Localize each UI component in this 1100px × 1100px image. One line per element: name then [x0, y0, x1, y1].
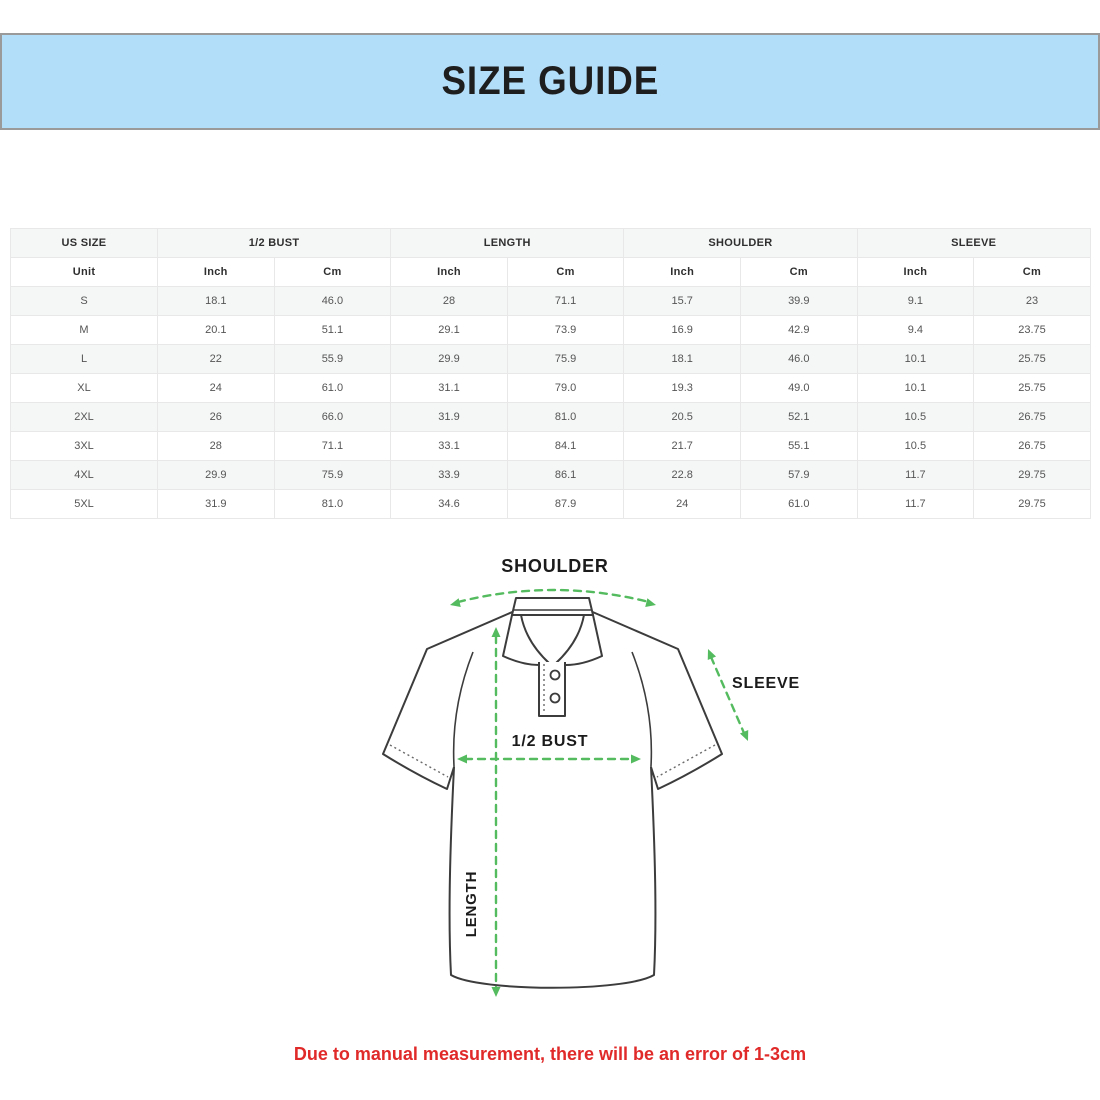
measurement-cell: 81.0: [274, 490, 391, 519]
measurement-cell: 52.1: [740, 403, 857, 432]
unit-row: [11, 258, 1091, 287]
table-row: [11, 316, 1091, 345]
measurement-cell: 55.1: [740, 432, 857, 461]
measurement-cell: 22.8: [624, 461, 741, 490]
measurement-cell: 42.9: [740, 316, 857, 345]
size-table-head: [11, 229, 1091, 287]
measurement-cell: 15.7: [624, 287, 741, 316]
measurement-cell: 31.9: [391, 403, 508, 432]
placket: [539, 662, 565, 716]
measurement-cell: 26: [158, 403, 275, 432]
unit-header: Cm: [507, 258, 624, 287]
size-cell: S: [11, 287, 158, 316]
button: [551, 694, 560, 703]
measurement-cell: 39.9: [740, 287, 857, 316]
measurement-cell: 31.9: [158, 490, 275, 519]
table-row: [11, 461, 1091, 490]
measurement-cell: 73.9: [507, 316, 624, 345]
measurement-cell: 79.0: [507, 374, 624, 403]
unit-header: Inch: [158, 258, 275, 287]
shirt-diagram: [370, 548, 810, 1048]
unit-header: Cm: [740, 258, 857, 287]
size-cell: 2XL: [11, 403, 158, 432]
measurement-cell: 86.1: [507, 461, 624, 490]
size-cell: M: [11, 316, 158, 345]
size-cell: 5XL: [11, 490, 158, 519]
column-group-header: SHOULDER: [624, 229, 857, 258]
measurement-cell: 61.0: [740, 490, 857, 519]
column-group-header: US SIZE: [11, 229, 158, 258]
measurement-cell: 9.1: [857, 287, 974, 316]
measurement-cell: 26.75: [974, 432, 1091, 461]
collar-band: [512, 598, 593, 615]
sleeve-label: SLEEVE: [732, 675, 800, 692]
measurement-cell: 29.1: [391, 316, 508, 345]
table-row: [11, 287, 1091, 316]
measurement-cell: 20.1: [158, 316, 275, 345]
measurement-cell: 23: [974, 287, 1091, 316]
table-row: [11, 403, 1091, 432]
size-cell: L: [11, 345, 158, 374]
table-row: [11, 490, 1091, 519]
size-table: [10, 228, 1091, 519]
measurement-cell: 22: [158, 345, 275, 374]
table-row: [11, 432, 1091, 461]
measurement-cell: 61.0: [274, 374, 391, 403]
unit-header: Inch: [857, 258, 974, 287]
measurement-cell: 10.1: [857, 374, 974, 403]
size-cell: 4XL: [11, 461, 158, 490]
measurement-cell: 29.75: [974, 461, 1091, 490]
unit-header: Cm: [974, 258, 1091, 287]
measurement-cell: 9.4: [857, 316, 974, 345]
page-title: SIZE GUIDE: [441, 59, 659, 103]
measurement-cell: 23.75: [974, 316, 1091, 345]
measurement-cell: 25.75: [974, 345, 1091, 374]
measurement-cell: 25.75: [974, 374, 1091, 403]
measurement-cell: 87.9: [507, 490, 624, 519]
measurement-cell: 26.75: [974, 403, 1091, 432]
size-table-body: [11, 287, 1091, 519]
measurement-cell: 11.7: [857, 490, 974, 519]
measurement-cell: 29.9: [391, 345, 508, 374]
measurement-cell: 24: [624, 490, 741, 519]
measurement-cell: 10.1: [857, 345, 974, 374]
table-row: [11, 345, 1091, 374]
measurement-cell: 34.6: [391, 490, 508, 519]
measurement-cell: 46.0: [274, 287, 391, 316]
unit-header: Cm: [274, 258, 391, 287]
measurement-cell: 33.9: [391, 461, 508, 490]
measurement-cell: 57.9: [740, 461, 857, 490]
measurement-cell: 10.5: [857, 403, 974, 432]
measurement-cell: 19.3: [624, 374, 741, 403]
measurement-cell: 18.1: [624, 345, 741, 374]
size-guide-banner: [0, 33, 1100, 130]
unit-header: Unit: [11, 258, 158, 287]
column-group-row: [11, 229, 1091, 258]
measurement-cell: 55.9: [274, 345, 391, 374]
measurement-cell: 10.5: [857, 432, 974, 461]
unit-header: Inch: [391, 258, 508, 287]
measurement-cell: 46.0: [740, 345, 857, 374]
measurement-cell: 75.9: [507, 345, 624, 374]
measurement-cell: 11.7: [857, 461, 974, 490]
measurement-cell: 28: [158, 432, 275, 461]
measurement-cell: 84.1: [507, 432, 624, 461]
measurement-cell: 33.1: [391, 432, 508, 461]
measurement-cell: 71.1: [274, 432, 391, 461]
measurement-cell: 18.1: [158, 287, 275, 316]
column-group-header: 1/2 BUST: [158, 229, 391, 258]
measurement-cell: 71.1: [507, 287, 624, 316]
measurement-cell: 20.5: [624, 403, 741, 432]
table-row: [11, 374, 1091, 403]
shoulder-label: SHOULDER: [501, 556, 609, 576]
column-group-header: LENGTH: [391, 229, 624, 258]
measurement-note: Due to manual measurement, there will be an error of 1-3cm: [293, 1044, 807, 1064]
measurement-cell: 49.0: [740, 374, 857, 403]
polo-shirt-outline: [383, 598, 722, 988]
button: [551, 671, 560, 680]
measurement-cell: 24: [158, 374, 275, 403]
measurement-cell: 16.9: [624, 316, 741, 345]
measurement-cell: 29.75: [974, 490, 1091, 519]
measurement-cell: 21.7: [624, 432, 741, 461]
unit-header: Inch: [624, 258, 741, 287]
measurement-cell: 28: [391, 287, 508, 316]
size-cell: XL: [11, 374, 158, 403]
length-label: LENGTH: [463, 870, 480, 938]
measurement-cell: 31.1: [391, 374, 508, 403]
measurement-cell: 81.0: [507, 403, 624, 432]
measurement-cell: 29.9: [158, 461, 275, 490]
measurement-cell: 66.0: [274, 403, 391, 432]
measurement-cell: 75.9: [274, 461, 391, 490]
column-group-header: SLEEVE: [857, 229, 1090, 258]
size-cell: 3XL: [11, 432, 158, 461]
bust-label: 1/2 BUST: [511, 733, 589, 750]
measurement-cell: 51.1: [274, 316, 391, 345]
